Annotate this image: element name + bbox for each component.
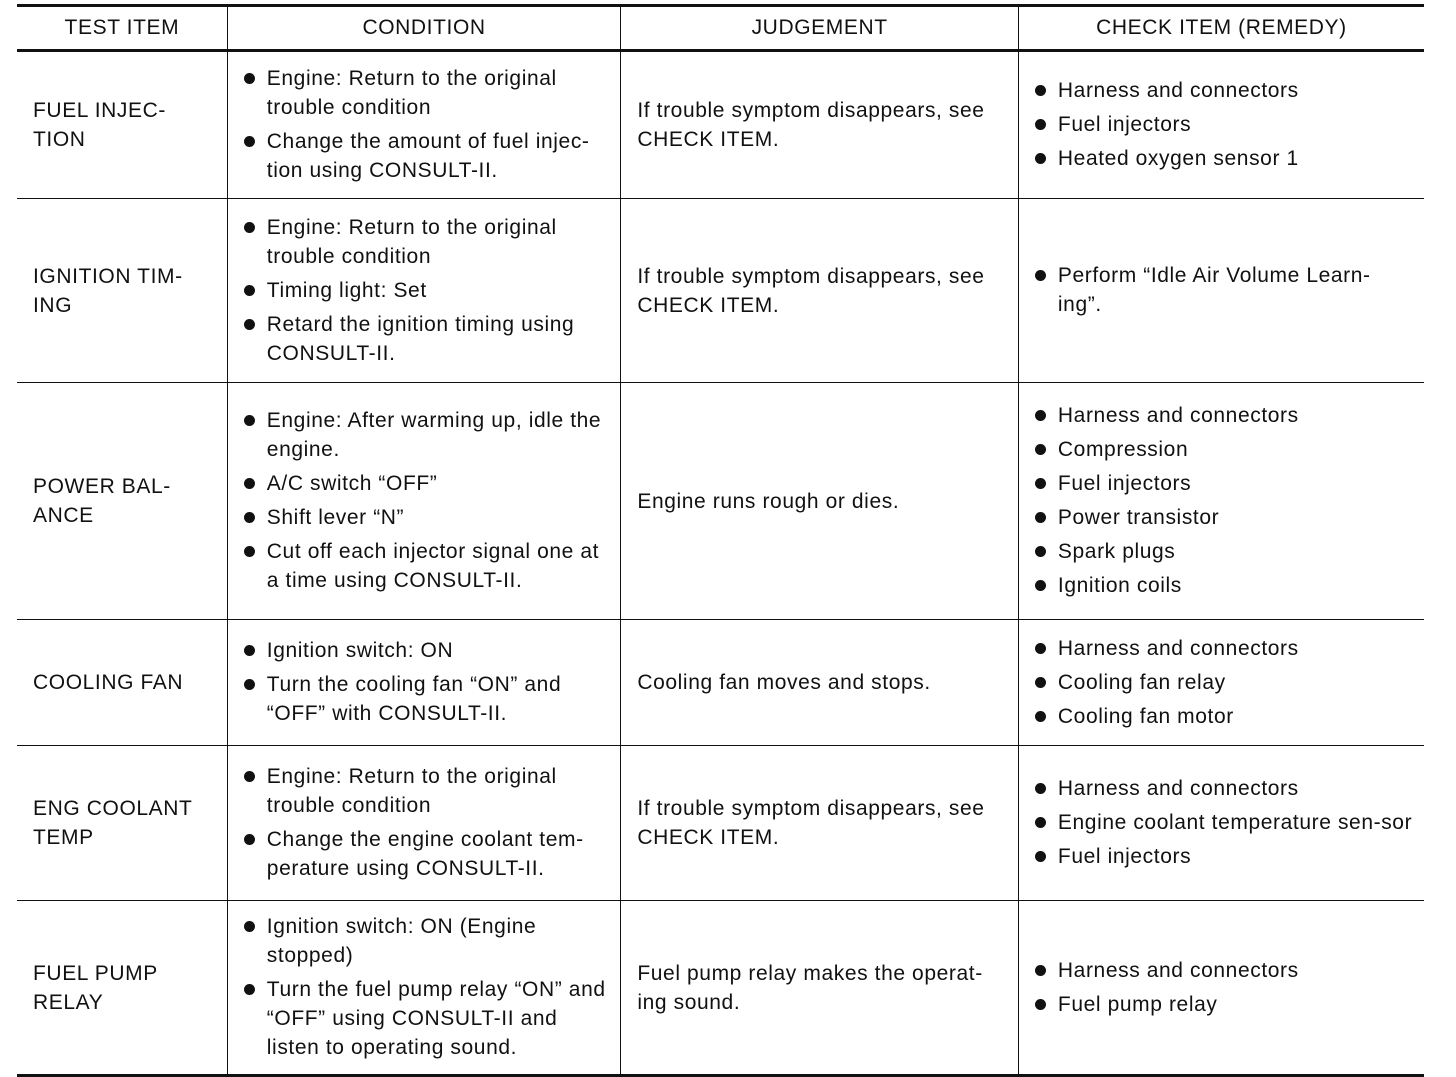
judgement-cell: Cooling fan moves and stops. [621,620,1019,746]
list-item: Engine: After warming up, idle the engine. [228,406,611,464]
table-row [17,199,1424,383]
test-item-text: ENG COOLANT TEMP [33,797,193,849]
condition-cell [227,620,621,746]
judgement-cell: If trouble symptom disappears, see CHECK ITEM. [621,199,1019,383]
check-item-cell [1018,901,1424,1076]
condition-cell [227,51,621,199]
list-item: Engine: Return to the original trouble condition [228,64,611,122]
bullet-icon [1035,478,1046,489]
list-item: Heated oxygen sensor 1 [1019,144,1414,173]
bullet-icon [1035,580,1046,591]
list-item: Engine: Return to the original trouble condition [228,762,611,820]
bullet-icon [244,679,255,690]
bullet-icon [1035,965,1046,976]
test-item-cell [17,199,227,383]
check-item-cell [1018,199,1424,383]
list-item: A/C switch “OFF” [228,469,611,498]
list-item: Engine coolant temperature sen-sor [1019,808,1414,837]
test-item-cell [17,51,227,199]
list-item: Harness and connectors [1019,634,1414,663]
bullet-icon [244,285,255,296]
header-test-item: TEST ITEM [17,6,227,51]
list-item: Fuel injectors [1019,110,1414,139]
bullet-icon [244,921,255,932]
condition-cell [227,383,621,620]
list-item: Ignition switch: ON [228,636,611,665]
list-item: Timing light: Set [228,276,611,305]
list-item: Retard the ignition timing using CONSULT-II. [228,310,611,368]
list-item: Power transistor [1019,503,1414,532]
judgement-cell: Fuel pump relay makes the operat-ing sound. [621,901,1019,1076]
test-item-text: COOLING FAN [33,671,184,694]
list-item: Harness and connectors [1019,956,1414,985]
bullet-icon [1035,999,1046,1010]
list-item: Compression [1019,435,1414,464]
header-judgement: JUDGEMENT [621,6,1019,51]
table-row [17,51,1424,199]
header-condition: CONDITION [227,6,621,51]
bullet-icon [244,546,255,557]
test-item-cell [17,383,227,620]
test-item-text: POWER BAL- ANCE [33,475,171,527]
list-item: Turn the cooling fan “ON” and “OFF” with CONSULT-II. [228,670,611,728]
bullet-icon [244,478,255,489]
list-item: Spark plugs [1019,537,1414,566]
list-item: Ignition coils [1019,571,1414,600]
test-item-text: FUEL PUMP RELAY [33,961,158,1014]
bullet-icon [1035,783,1046,794]
bullet-icon [1035,444,1046,455]
header-check-item: CHECK ITEM (REMEDY) [1018,6,1424,51]
list-item: Ignition switch: ON (Engine stopped) [228,912,611,970]
bullet-icon [1035,119,1046,130]
condition-cell [227,199,621,383]
list-item: Engine: Return to the original trouble condition [228,213,611,271]
list-item: Change the engine coolant tem-perature using CONSULT-II. [228,825,611,883]
active-test-table [17,4,1424,1077]
test-item-cell [17,746,227,901]
list-item: Shift lever “N” [228,503,611,532]
list-item: Cooling fan relay [1019,668,1414,697]
judgement-cell: Engine runs rough or dies. [621,383,1019,620]
condition-cell [227,746,621,901]
bullet-icon [244,319,255,330]
bullet-icon [244,512,255,523]
check-item-cell [1018,383,1424,620]
judgement-cell: If trouble symptom disappears, see CHECK ITEM. [621,51,1019,199]
bullet-icon [1035,643,1046,654]
list-item: Change the amount of fuel injec-tion using CONSULT-II. [228,127,611,185]
bullet-icon [244,222,255,233]
list-item: Harness and connectors [1019,76,1414,105]
bullet-icon [1035,270,1046,281]
bullet-icon [1035,410,1046,421]
test-item-text: IGNITION TIM- ING [33,264,183,317]
check-item-cell [1018,620,1424,746]
bullet-icon [1035,85,1046,96]
bullet-icon [1035,546,1046,557]
list-item: Perform “Idle Air Volume Learn-ing”. [1019,261,1414,319]
bullet-icon [244,984,255,995]
test-item-text: FUEL INJEC- TION [33,99,166,151]
check-item-cell [1018,51,1424,199]
bullet-icon [244,834,255,845]
bullet-icon [244,73,255,84]
list-item: Fuel pump relay [1019,990,1414,1019]
table-row [17,383,1424,620]
bullet-icon [1035,851,1046,862]
list-item: Cooling fan motor [1019,702,1414,731]
bullet-icon [1035,512,1046,523]
table-row [17,746,1424,901]
table-row [17,901,1424,1076]
list-item: Fuel injectors [1019,842,1414,871]
list-item: Fuel injectors [1019,469,1414,498]
bullet-icon [244,771,255,782]
test-item-cell [17,901,227,1076]
bullet-icon [1035,153,1046,164]
bullet-icon [244,645,255,656]
list-item: Harness and connectors [1019,401,1414,430]
table-row [17,620,1424,746]
bullet-icon [244,136,255,147]
list-item: Harness and connectors [1019,774,1414,803]
bullet-icon [1035,711,1046,722]
bullet-icon [1035,677,1046,688]
condition-cell [227,901,621,1076]
bullet-icon [244,415,255,426]
list-item: Cut off each injector signal one at a time using CONSULT-II. [228,537,611,595]
list-item: Turn the fuel pump relay “ON” and “OFF” using CONSULT-II and listen to operating sound. [228,975,611,1062]
bullet-icon [1035,817,1046,828]
judgement-cell: If trouble symptom disappears, see CHECK ITEM. [621,746,1019,901]
table-header-row [17,6,1424,51]
test-item-cell [17,620,227,746]
check-item-cell [1018,746,1424,901]
